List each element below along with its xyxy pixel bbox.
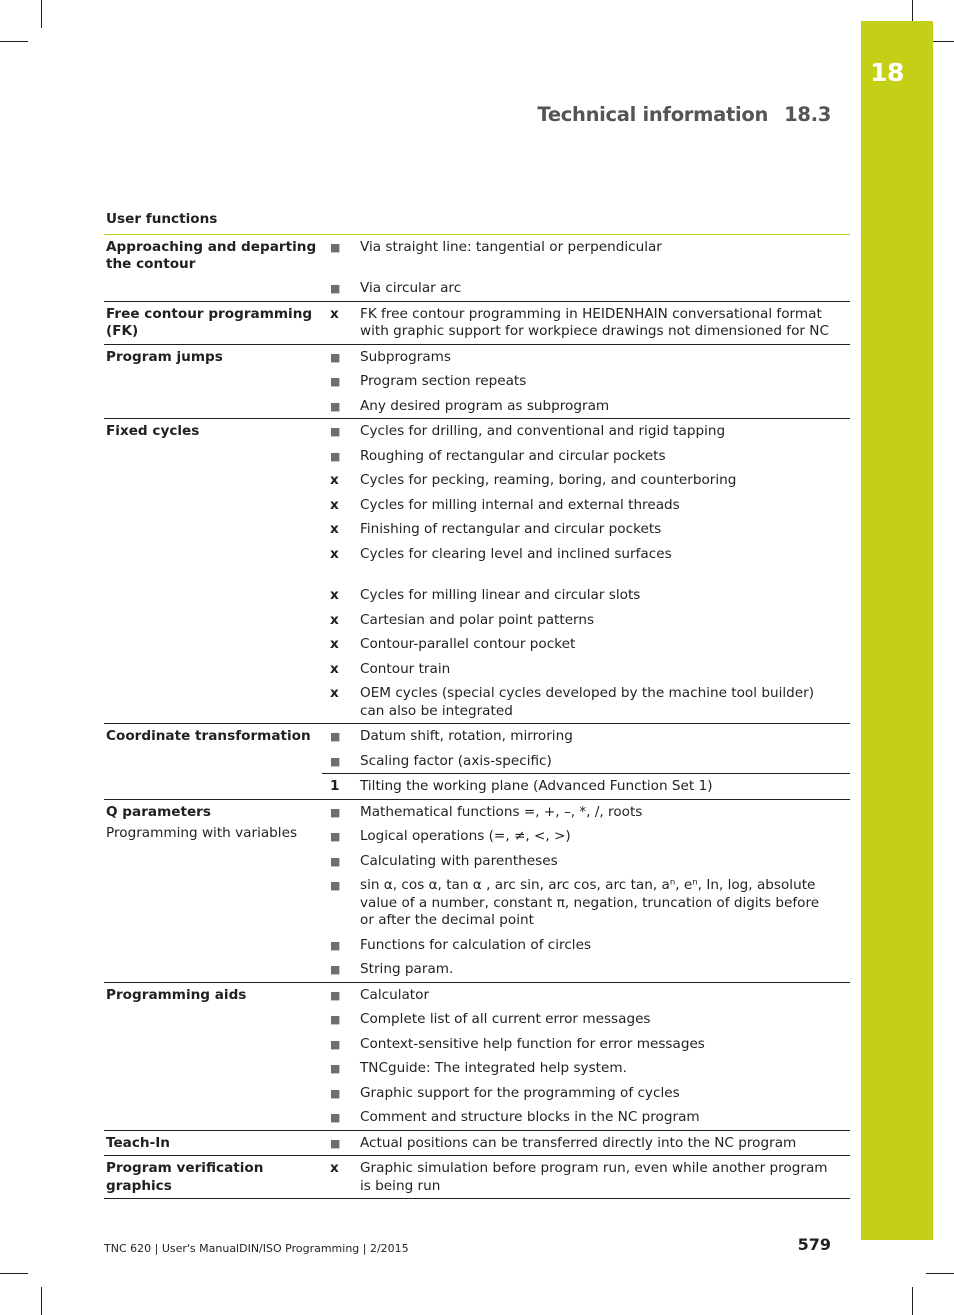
group-label	[104, 345, 322, 419]
bullet-square-icon: ■	[330, 1062, 341, 1075]
row-text: Comment and structure blocks in the NC program	[360, 1109, 700, 1125]
bullet-square-icon: ■	[330, 425, 341, 438]
availability-marker: x	[330, 496, 339, 513]
table-group	[104, 419, 850, 724]
page-number: 579	[797, 1235, 831, 1254]
table-row	[322, 608, 850, 633]
row-text: Tilting the working plane (Advanced Function Set 1)	[360, 778, 713, 794]
group-label	[104, 724, 322, 799]
table-row	[322, 800, 850, 825]
table-row	[322, 1105, 850, 1130]
bullet-square-icon: ■	[330, 730, 341, 743]
group-items	[322, 235, 850, 301]
row-text: Graphic support for the programming of cycles	[360, 1084, 680, 1101]
row-text: Contour-parallel contour pocket	[360, 636, 576, 652]
table-group	[104, 983, 850, 1131]
group-label	[104, 235, 322, 301]
table-group	[104, 1156, 850, 1199]
group-title: Programming aids	[106, 986, 247, 1003]
table-row	[322, 873, 850, 933]
chapter-title: Technical information	[537, 103, 769, 126]
group-label	[104, 800, 322, 982]
chapter-number: 18	[870, 58, 904, 87]
bullet-square-icon: ■	[330, 240, 341, 254]
user-functions-table	[104, 209, 850, 1199]
bullet-square-icon: ■	[330, 805, 341, 819]
table-row	[322, 724, 850, 749]
table-row	[322, 681, 850, 723]
row-text: FK free contour programming in HEIDENHAIN conversational format with graphic support for workpiece drawings not dimensioned for NC	[360, 305, 829, 339]
table-row	[322, 235, 850, 277]
row-text: Cycles for pecking, reaming, boring, and counterboring	[360, 472, 737, 488]
bullet-square-icon: ■	[330, 879, 341, 892]
availability-marker: x	[330, 660, 339, 677]
row-text: Actual positions can be transferred directly into the NC program	[360, 1134, 797, 1151]
row-text: Logical operations (=, ≠, <, >)	[360, 828, 571, 844]
row-text: Scaling factor (axis-specific)	[360, 752, 552, 769]
group-label	[104, 1131, 322, 1156]
chapter-side-tab	[861, 21, 933, 1240]
table-heading: User functions	[104, 209, 850, 235]
row-text: Roughing of rectangular and circular pockets	[360, 447, 666, 464]
table-row	[322, 542, 850, 584]
table-row	[322, 824, 850, 849]
bullet-square-icon: ■	[330, 1037, 341, 1051]
group-items	[322, 419, 850, 723]
row-text: OEM cycles (special cycles developed by the machine tool builder) can also be integrated	[360, 685, 815, 719]
table-row	[322, 302, 850, 344]
row-text: Program section repeats	[360, 373, 527, 389]
bullet-square-icon: ■	[330, 350, 341, 364]
group-title: Fixed cycles	[106, 423, 200, 439]
page-header	[537, 103, 831, 126]
availability-marker: x	[330, 305, 339, 322]
bullet-square-icon: ■	[330, 754, 341, 768]
table-row	[322, 1056, 850, 1081]
table-row	[322, 632, 850, 657]
row-text: Complete list of all current error messages	[360, 1011, 651, 1027]
row-text: Functions for calculation of circles	[360, 936, 592, 953]
table-row	[322, 517, 850, 542]
footer-text: TNC 620 | User's ManualDIN/ISO Programming | 2/2015	[104, 1242, 409, 1255]
availability-marker: 1	[330, 778, 340, 794]
section-number: 18.3	[784, 103, 831, 126]
group-items	[322, 800, 850, 982]
row-text: Subprograms	[360, 348, 451, 365]
bullet-square-icon: ■	[330, 282, 341, 295]
row-text: Graphic simulation before program run, even while another program is being run	[360, 1160, 828, 1194]
group-items	[322, 345, 850, 419]
table-row	[322, 369, 850, 394]
bullet-square-icon: ■	[330, 1013, 341, 1026]
row-text: Calculator	[360, 986, 430, 1003]
group-items	[322, 1131, 850, 1156]
row-text: Mathematical functions =, +, –, *, /, roots	[360, 803, 643, 820]
availability-marker: x	[330, 636, 339, 652]
row-text: Finishing of rectangular and circular pockets	[360, 521, 662, 537]
table-row	[322, 1032, 850, 1057]
group-title: Program jumps	[106, 348, 223, 365]
table-row	[322, 468, 850, 493]
table-row	[322, 583, 850, 608]
row-text: Cartesian and polar point patterns	[360, 611, 595, 628]
table-row	[322, 657, 850, 682]
table-row	[322, 957, 850, 982]
bullet-square-icon: ■	[330, 830, 341, 843]
table-group	[104, 800, 850, 983]
group-title: Free contour programming (FK)	[106, 305, 313, 339]
bullet-square-icon: ■	[330, 1111, 341, 1124]
table-row	[322, 1156, 850, 1198]
bullet-square-icon: ■	[330, 938, 341, 952]
table-group	[104, 302, 850, 345]
table-row	[322, 1131, 850, 1156]
table-row	[322, 749, 850, 774]
table-row	[322, 933, 850, 958]
availability-marker: x	[330, 685, 339, 701]
row-text: Datum shift, rotation, mirroring	[360, 728, 573, 744]
row-text: Cycles for drilling, and conventional and rigid tapping	[360, 423, 726, 439]
table-row	[322, 773, 850, 799]
crop-mark	[41, 1287, 42, 1315]
bullet-square-icon: ■	[330, 449, 341, 463]
table-row	[322, 1081, 850, 1106]
table-group	[104, 724, 850, 800]
crop-mark	[0, 1273, 28, 1274]
row-text: Calculating with parentheses	[360, 852, 558, 869]
table-row	[322, 1007, 850, 1032]
row-text: Contour train	[360, 660, 451, 677]
group-label	[104, 1156, 322, 1198]
row-text: String param.	[360, 961, 454, 977]
bullet-square-icon: ■	[330, 988, 341, 1002]
row-text: TNCguide: The integrated help system.	[360, 1060, 627, 1076]
group-title: Q parameters	[106, 803, 211, 820]
availability-marker: x	[330, 545, 339, 562]
table-row	[322, 983, 850, 1008]
table-row	[322, 394, 850, 419]
bullet-square-icon: ■	[330, 1086, 341, 1100]
table-group	[104, 235, 850, 302]
crop-mark	[926, 1273, 954, 1274]
crop-mark	[0, 41, 28, 42]
table-row	[322, 345, 850, 370]
group-label	[104, 419, 322, 723]
bullet-square-icon: ■	[330, 399, 341, 413]
availability-marker: x	[330, 521, 339, 537]
availability-marker: x	[330, 611, 339, 628]
row-text: Any desired program as subprogram	[360, 397, 610, 414]
row-text: Via circular arc	[360, 280, 462, 296]
group-title: Approaching and departing the contour	[106, 238, 317, 272]
table-row	[322, 849, 850, 874]
bullet-square-icon: ■	[330, 375, 341, 388]
table-row	[322, 419, 850, 444]
group-items	[322, 724, 850, 799]
group-label	[104, 983, 322, 1130]
table-row	[322, 493, 850, 518]
table-body	[104, 235, 850, 1200]
group-label	[104, 302, 322, 344]
availability-marker: x	[330, 1160, 339, 1176]
group-title: Program verification graphics	[106, 1160, 264, 1194]
bullet-square-icon: ■	[330, 1136, 341, 1150]
table-group	[104, 345, 850, 420]
group-items	[322, 1156, 850, 1198]
group-title: Coordinate transformation	[106, 728, 311, 744]
table-row	[322, 444, 850, 469]
availability-marker: x	[330, 472, 339, 488]
bullet-square-icon: ■	[330, 963, 341, 976]
bullet-square-icon: ■	[330, 854, 341, 868]
crop-mark	[912, 1287, 913, 1315]
availability-marker: x	[330, 587, 339, 603]
row-text: Context-sensitive help function for error messages	[360, 1035, 705, 1052]
table-group	[104, 1131, 850, 1157]
row-text: Cycles for milling linear and circular slots	[360, 587, 641, 603]
group-title: Teach-In	[106, 1134, 170, 1151]
group-subtitle: Programming with variables	[106, 825, 298, 841]
row-text: Via straight line: tangential or perpendicular	[360, 238, 662, 255]
row-text: Cycles for clearing level and inclined surfaces	[360, 545, 672, 562]
row-text: Cycles for milling internal and external threads	[360, 496, 680, 513]
group-items	[322, 302, 850, 344]
group-items	[322, 983, 850, 1130]
table-row	[322, 276, 850, 301]
row-text: sin α, cos α, tan α , arc sin, arc cos, arc tan, aⁿ, eⁿ, In, log, absolute value of a number, constant π, negation, truncation of digits before or after the decimal point	[360, 877, 820, 928]
crop-mark	[41, 0, 42, 28]
